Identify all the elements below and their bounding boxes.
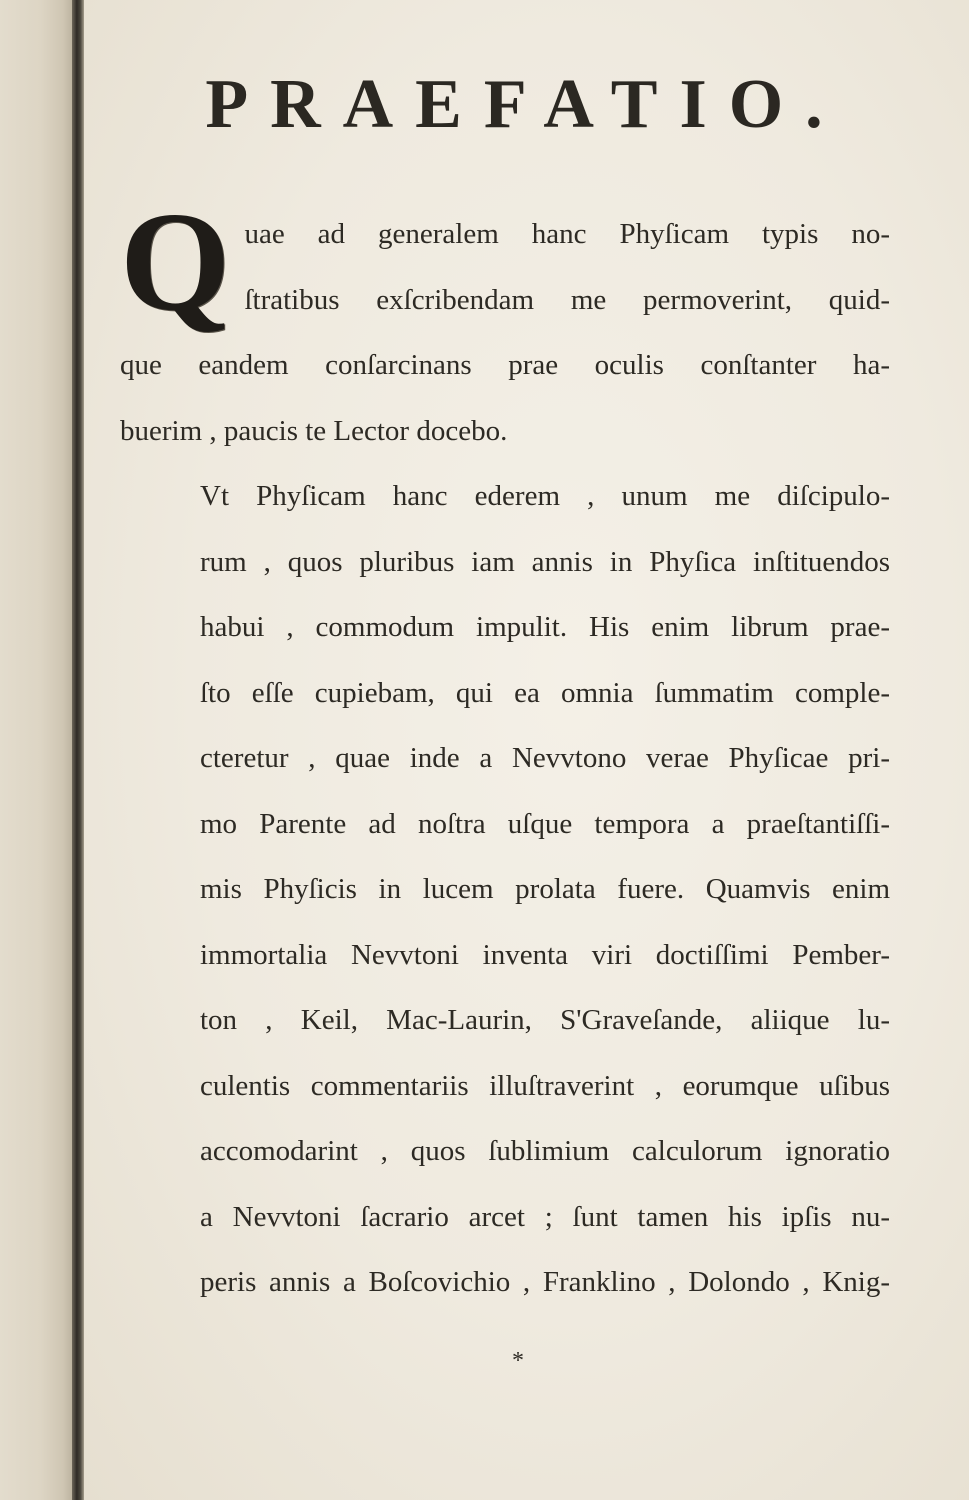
text-line: Vt Phyſicam hanc ederem , unum me diſcipulo- xyxy=(200,480,890,512)
text-line: accomodarint , quos ſublimium calculorum ignoratio xyxy=(200,1135,890,1167)
book-page xyxy=(84,0,969,1500)
text-line: uae ad generalem hanc Phyſicam typis no- xyxy=(244,218,890,250)
paragraph-2 xyxy=(120,464,890,1316)
body-text xyxy=(120,182,890,1316)
text-line: cteretur , quae inde a Nevvtono verae Phyſicae pri- xyxy=(200,742,890,774)
paragraph-1 xyxy=(120,182,890,464)
signature-mark: * xyxy=(512,1348,524,1374)
text-line: ton , Keil, Mac-Laurin, S'Graveſande, aliique lu- xyxy=(200,1004,890,1036)
left-facing-page xyxy=(0,0,74,1500)
book-gutter xyxy=(72,0,84,1500)
page-title: PRAEFATIO. xyxy=(205,66,845,143)
text-line: mis Phyſicis in lucem prolata fuere. Quamvis enim xyxy=(200,873,890,905)
text-line: peris annis a Boſcovichio , Franklino , Dolondo , Knig- xyxy=(200,1266,890,1298)
text-line: immortalia Nevvtoni inventa viri doctiſſimi Pember- xyxy=(200,938,890,971)
text-line: ſto eſſe cupiebam, qui ea omnia ſummatim comple- xyxy=(200,676,890,709)
text-line: rum , quos pluribus iam annis in Phyſica inſtituendos xyxy=(200,545,890,578)
text-line: habui , commodum impulit. His enim librum prae- xyxy=(200,611,890,643)
text-line: que eandem conſarcinans prae oculis conſtanter ha- xyxy=(120,349,890,381)
text-line: a Nevvtoni ſacrario arcet ; ſunt tamen his ipſis nu- xyxy=(200,1200,890,1233)
text-line: ſtratibus exſcribendam me permoverint, quid- xyxy=(244,283,890,316)
drop-cap: Q xyxy=(120,182,231,340)
page-content xyxy=(120,60,890,1316)
text-line: buerim , paucis te Lector docebo. xyxy=(120,414,508,447)
text-line: mo Parente ad noſtra uſque tempora a praeſtantiſſi- xyxy=(200,807,890,840)
text-line: culentis commentariis illuſtraverint , eorumque uſibus xyxy=(200,1069,890,1102)
